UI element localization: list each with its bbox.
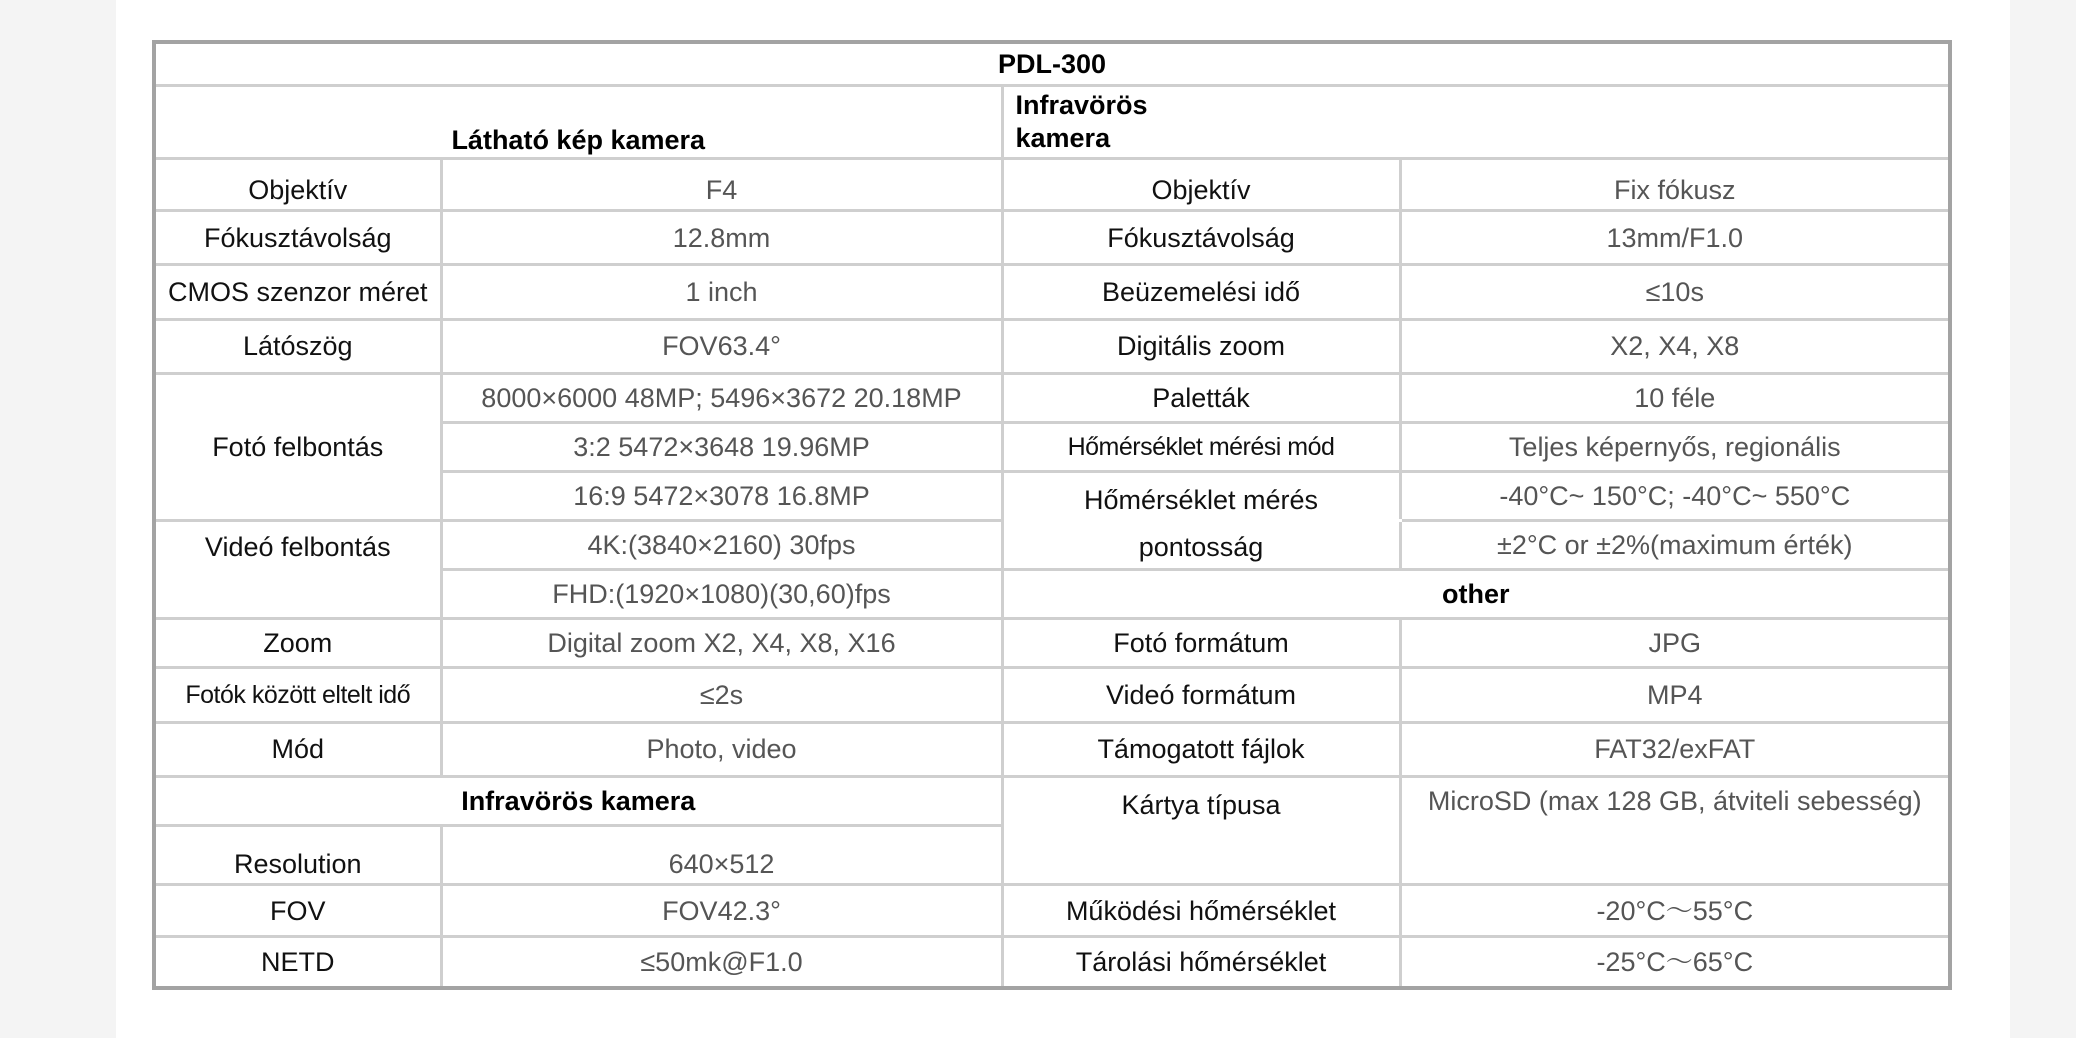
row-label: Látószög [154,319,441,373]
row-label: Fotó formátum [1002,619,1400,668]
table-row [154,776,1950,825]
row-value: 16:9 5472×3078 16.8MP [441,472,1002,521]
row-label: Hőmérséklet mérési mód [1002,422,1400,471]
table-row [154,521,1950,570]
card-type-value: MicroSD (max 128 GB, átviteli sebesség) [1427,785,1922,816]
visible-camera-heading: Látható kép kamera [154,86,1002,159]
row-value: FAT32/exFAT [1400,722,1950,776]
row-value: FHD:(1920×1080)(30,60)fps [441,570,1002,619]
row-label: Működési hőmérséklet [1002,885,1400,937]
row-value: ≤10s [1400,265,1950,319]
row-label: Objektív [1002,159,1400,211]
table-row [154,722,1950,776]
table-title-row [154,42,1950,86]
accuracy-label-line1: Hőmérséklet mérés [1002,472,1400,521]
infrared-camera-heading-text: Infravörös kamera [1015,90,1148,154]
video-resolution-label-text: Videó felbontás [204,532,391,563]
row-value [1400,776,1950,884]
row-value: 13mm/F1.0 [1400,211,1950,265]
row-value: 1 inch [441,265,1002,319]
row-value: Teljes képernyős, regionális [1400,422,1950,471]
row-value: 4K:(3840×2160) 30fps [441,521,1002,570]
table-row [154,159,1950,211]
row-label: CMOS szenzor méret [154,265,441,319]
infrared-left-heading: Infravörös kamera [154,776,1002,825]
product-title: PDL-300 [154,42,1950,86]
spec-table [152,40,1952,990]
row-label: Zoom [154,619,441,668]
row-label: NETD [154,937,441,988]
table-row [154,668,1950,722]
row-value: FOV63.4° [441,319,1002,373]
row-label: Támogatott fájlok [1002,722,1400,776]
row-label: Fókusztávolság [1002,211,1400,265]
table-row [154,619,1950,668]
infrared-camera-heading [1002,86,1950,159]
row-value: 3:2 5472×3648 19.96MP [441,422,1002,471]
row-label: FOV [154,885,441,937]
table-row [154,373,1950,422]
photo-resolution-label: Fotó felbontás [154,373,441,520]
row-value: 8000×6000 48MP; 5496×3672 20.18MP [441,373,1002,422]
row-value: -40°C~ 150°C; -40°C~ 550°C [1400,472,1950,521]
row-value: Photo, video [441,722,1002,776]
table-row [154,319,1950,373]
row-value: Fix fókusz [1400,159,1950,211]
row-label: Paletták [1002,373,1400,422]
row-label: Objektív [154,159,441,211]
row-label: Fókusztávolság [154,211,441,265]
row-value: Digital zoom X2, X4, X8, X16 [441,619,1002,668]
row-label: Tárolási hőmérséklet [1002,937,1400,988]
table-row [154,265,1950,319]
other-heading: other [1002,570,1950,619]
video-resolution-label [154,521,441,619]
row-label: Mód [154,722,441,776]
row-label: Digitális zoom [1002,319,1400,373]
card-type-label: Kártya típusa [1121,789,1281,820]
table-row [154,885,1950,937]
row-value: ≤2s [441,668,1002,722]
row-label [1002,776,1400,884]
row-label: Beüzemelési idő [1002,265,1400,319]
row-value: JPG [1400,619,1950,668]
row-value: X2, X4, X8 [1400,319,1950,373]
row-value: 10 féle [1400,373,1950,422]
row-value: F4 [441,159,1002,211]
row-value: 12.8mm [441,211,1002,265]
section-heading-row [154,86,1950,159]
row-value: FOV42.3° [441,885,1002,937]
row-label: Fotók között eltelt idő [154,668,441,722]
row-label: Videó formátum [1002,668,1400,722]
row-value: -20°C～55°C [1400,885,1950,937]
row-value: -25°C～65°C [1400,937,1950,988]
table-row [154,937,1950,988]
row-value: 640×512 [441,825,1002,884]
row-value: ≤50mk@F1.0 [441,937,1002,988]
table-row [154,211,1950,265]
row-label: Resolution [154,825,441,884]
row-value: ±2°C or ±2%(maximum érték) [1400,521,1950,570]
row-value: MP4 [1400,668,1950,722]
accuracy-label-line2: pontosság [1002,521,1400,570]
